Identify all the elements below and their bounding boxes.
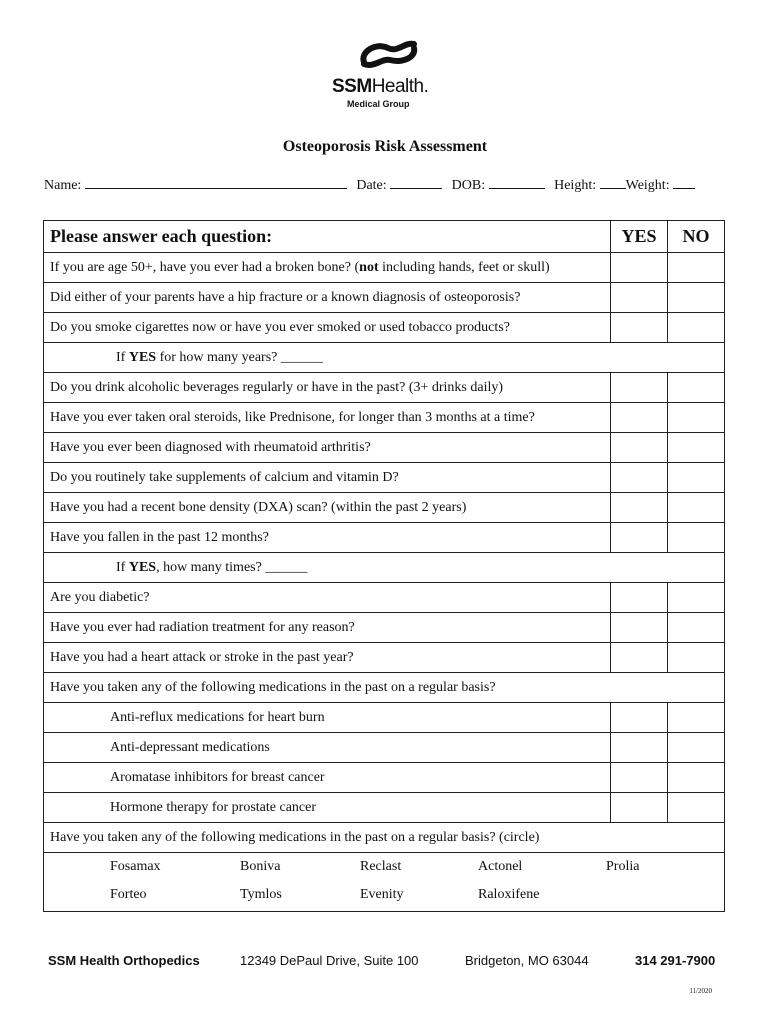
medications-question: Have you taken any of the following medications in the past on a regular basis? [44, 673, 725, 703]
question-row [44, 433, 725, 463]
dob-label: DOB: [451, 178, 486, 193]
medication-option[interactable]: Tymlos [240, 887, 282, 902]
date-label: Date: [356, 178, 387, 193]
no-checkbox[interactable] [668, 253, 725, 283]
question-text-bold: not [359, 259, 379, 275]
no-checkbox[interactable] [668, 703, 725, 733]
no-checkbox[interactable] [668, 583, 725, 613]
followup-text-part: If [116, 559, 129, 575]
no-checkbox[interactable] [668, 493, 725, 523]
question-row [44, 283, 725, 313]
name-label: Name: [44, 178, 82, 193]
meds-row-1 [110, 853, 718, 881]
yes-checkbox[interactable] [611, 313, 668, 343]
question-text: Do you drink alcoholic beverages regularly or have in the past? (3+ drinks daily) [44, 373, 611, 403]
question-row [44, 463, 725, 493]
section-row [44, 823, 725, 853]
question-text: Have you had a recent bone density (DXA) scan? (within the past 2 years) [44, 493, 611, 523]
question-text-part: including hands, feet or skull) [378, 259, 550, 275]
yes-checkbox[interactable] [611, 613, 668, 643]
yes-checkbox[interactable] [611, 283, 668, 313]
followup-text-part: If [116, 349, 129, 365]
no-checkbox[interactable] [668, 373, 725, 403]
yes-checkbox[interactable] [611, 583, 668, 613]
question-row [44, 643, 725, 673]
medication-option[interactable]: Raloxifene [478, 887, 540, 902]
medication-list-row [44, 853, 725, 912]
no-checkbox[interactable] [668, 313, 725, 343]
medication-option[interactable]: Evenity [360, 887, 404, 902]
question-row [44, 313, 725, 343]
no-checkbox[interactable] [668, 643, 725, 673]
followup-row [44, 343, 725, 373]
yes-checkbox[interactable] [611, 403, 668, 433]
yes-checkbox[interactable] [611, 493, 668, 523]
footer-city: Bridgeton, MO 63044 [465, 953, 589, 968]
question-text: Have you ever been diagnosed with rheumatoid arthritis? [44, 433, 611, 463]
no-checkbox[interactable] [668, 613, 725, 643]
no-checkbox[interactable] [668, 403, 725, 433]
table-header-question: Please answer each question: [44, 221, 611, 253]
table-header-no: NO [668, 221, 725, 253]
brand-subtitle: Medical Group [347, 99, 410, 109]
yes-checkbox[interactable] [611, 703, 668, 733]
question-row [44, 403, 725, 433]
question-text: Have you ever taken oral steroids, like Prednisone, for longer than 3 months at a time? [44, 403, 611, 433]
followup-row [44, 553, 725, 583]
falls-count-followup[interactable] [44, 553, 725, 583]
height-label: Height: [554, 178, 597, 193]
question-text: Do you routinely take supplements of calcium and vitamin D? [44, 463, 611, 493]
risk-questions-table [43, 220, 725, 912]
medication-text: Anti-depressant medications [44, 733, 611, 763]
question-row [44, 253, 725, 283]
ssm-health-logo [320, 38, 460, 118]
yes-checkbox[interactable] [611, 763, 668, 793]
footer-address: 12349 DePaul Drive, Suite 100 [240, 953, 419, 968]
footer-phone: 314 291-7900 [635, 953, 716, 968]
medication-text: Aromatase inhibitors for breast cancer [44, 763, 611, 793]
smoking-years-followup[interactable] [44, 343, 725, 373]
question-row [44, 493, 725, 523]
medication-option[interactable]: Boniva [240, 859, 281, 874]
question-text: Do you smoke cigarettes now or have you ever smoked or used tobacco products? [44, 313, 611, 343]
question-text: Have you fallen in the past 12 months? [44, 523, 611, 553]
no-checkbox[interactable] [668, 793, 725, 823]
height-field[interactable] [600, 176, 626, 189]
brand-name-light: Health. [371, 76, 429, 97]
no-checkbox[interactable] [668, 283, 725, 313]
patient-info-line [44, 176, 695, 194]
question-text: Did either of your parents have a hip fracture or a known diagnosis of osteoporosis? [44, 283, 611, 313]
medication-option[interactable]: Reclast [360, 859, 402, 874]
table-header-row [44, 221, 725, 253]
no-checkbox[interactable] [668, 433, 725, 463]
medication-option[interactable]: Prolia [606, 859, 640, 874]
medication-row [44, 733, 725, 763]
section-row [44, 673, 725, 703]
medication-row [44, 703, 725, 733]
followup-text-part: for how many years? ______ [156, 349, 323, 365]
followup-text-bold: YES [128, 559, 157, 575]
question-row [44, 583, 725, 613]
medication-row [44, 793, 725, 823]
question-text: Have you had a heart attack or stroke in the past year? [44, 643, 611, 673]
yes-checkbox[interactable] [611, 373, 668, 403]
brand-name-bold: SSM [332, 76, 372, 97]
question-row [44, 613, 725, 643]
yes-checkbox[interactable] [611, 793, 668, 823]
medication-text: Hormone therapy for prostate cancer [44, 793, 611, 823]
medication-text: Anti-reflux medications for heart burn [44, 703, 611, 733]
followup-text-part: , how many times? ______ [156, 559, 308, 575]
yes-checkbox[interactable] [611, 523, 668, 553]
brand-name [332, 76, 428, 98]
circle-medications-list [44, 853, 725, 912]
ssm-logo-mark-icon [358, 38, 420, 70]
followup-text-bold: YES [128, 349, 157, 365]
no-checkbox[interactable] [668, 463, 725, 493]
circle-medications-question: Have you taken any of the following medications in the past on a regular basis? (circle) [44, 823, 725, 853]
medication-row [44, 763, 725, 793]
no-checkbox[interactable] [668, 523, 725, 553]
yes-checkbox[interactable] [611, 253, 668, 283]
form-title: Osteoporosis Risk Assessment [282, 138, 488, 155]
no-checkbox[interactable] [668, 733, 725, 763]
no-checkbox[interactable] [668, 763, 725, 793]
yes-checkbox[interactable] [611, 433, 668, 463]
question-row [44, 523, 725, 553]
question-row [44, 373, 725, 403]
revision-date: 11/2020 [689, 987, 712, 995]
dob-field[interactable] [489, 176, 545, 189]
weight-label: Weight: [625, 178, 670, 193]
question-text: Are you diabetic? [44, 583, 611, 613]
weight-field[interactable] [673, 176, 695, 189]
footer-org: SSM Health Orthopedics [48, 953, 200, 968]
date-field[interactable] [390, 176, 442, 189]
name-field[interactable] [85, 176, 347, 189]
question-text: Have you ever had radiation treatment for any reason? [44, 613, 611, 643]
table-header-yes: YES [611, 221, 668, 253]
yes-checkbox[interactable] [611, 463, 668, 493]
meds-row-2 [110, 881, 718, 909]
medication-option[interactable]: Forteo [110, 887, 147, 902]
question-text [44, 253, 611, 283]
medication-option[interactable]: Fosamax [110, 859, 161, 874]
question-text-part: If you are age 50+, have you ever had a broken bone? ( [50, 259, 360, 275]
yes-checkbox[interactable] [611, 733, 668, 763]
yes-checkbox[interactable] [611, 643, 668, 673]
medication-option[interactable]: Actonel [478, 859, 523, 874]
